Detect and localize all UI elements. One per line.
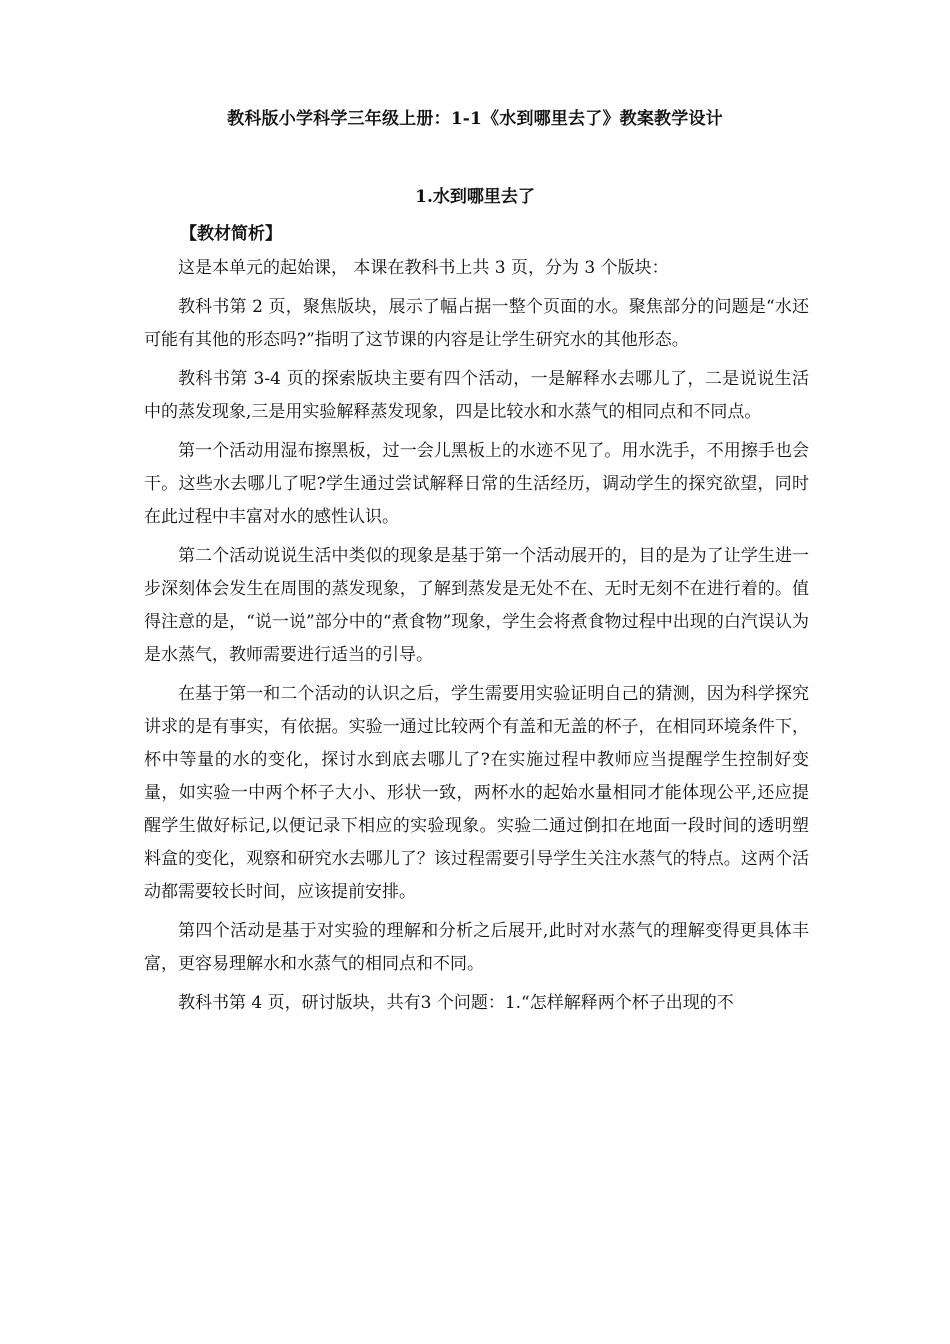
section-heading: 【教材简析】 xyxy=(180,224,282,244)
paragraph: 第一个活动用湿布擦黑板，过一会儿黑板上的水迹不见了。用水洗手，不用擦手也会干。这些水去哪儿了呢?学生通过尝试解释日常的生活经历，调动学生的探究欲望，同时在此过程中丰富对水的感性认识。 xyxy=(144,441,809,527)
lesson-title: 1.水到哪里去了 xyxy=(415,187,535,207)
paragraph: 教科书第 3-4 页的探索版块主要有四个活动，一是解释水去哪儿了，二是说说生活中的蒸发现象,三是用实验解释蒸发现象，四是比较水和水蒸气的相同点和不同点。 xyxy=(144,369,809,422)
paragraph: 第二个活动说说生活中类似的现象是基于第一个活动展开的，目的是为了让学生进一步深刻体会发生在周围的蒸发现象，了解到蒸发是无处不在、无时无刻不在进行着的。值得注意的是，“说一说”部分中的“煮食物”现象，学生会将煮食物过程中出现的白汽误认为是水蒸气，教师需要进行适当的引导。 xyxy=(144,546,809,665)
document-title: 教科版小学科学三年级上册：1-1《水到哪里去了》教案教学设计 xyxy=(227,109,723,129)
paragraph: 这是本单元的起始课， 本课在教科书上共 3 页，分为 3 个版块： xyxy=(178,258,669,278)
paragraph: 第四个活动是基于对实验的理解和分析之后展开,此时对水蒸气的理解变得更具体丰富，更容易理解水和水蒸气的相同点和不同。 xyxy=(144,921,809,974)
paragraph: 在基于第一和二个活动的认识之后，学生需要用实验证明自己的猜测，因为科学探究讲求的是有事实，有依据。实验一通过比较两个有盖和无盖的杯子，在相同环境条件下，杯中等量的水的变化，探讨水到底去哪儿了?在实施过程中教师应当提醒学生控制好变量，如实验一中两个杯子大小、形状一致，两杯水的起始水量相同才能体现公平,还应提醒学生做好标记,以便记录下相应的实验现象。实验二通过倒扣在地面一段时间的透明塑料盒的变化，观察和研究水去哪儿了？该过程需要引导学生关注水蒸气的特点。这两个活动都需要较长时间，应该提前安排。 xyxy=(144,684,809,902)
paragraph: 教科书第 4 页，研讨版块，共有3 个问题：1.“怎样解释两个杯子出现的不 xyxy=(178,993,734,1013)
paragraph: 教科书第 2 页，聚焦版块，展示了幅占据一整个页面的水。聚焦部分的问题是“水还可能有其他的形态吗?”指明了这节课的内容是让学生研究水的其他形态。 xyxy=(144,297,809,350)
body-text xyxy=(144,252,809,1026)
